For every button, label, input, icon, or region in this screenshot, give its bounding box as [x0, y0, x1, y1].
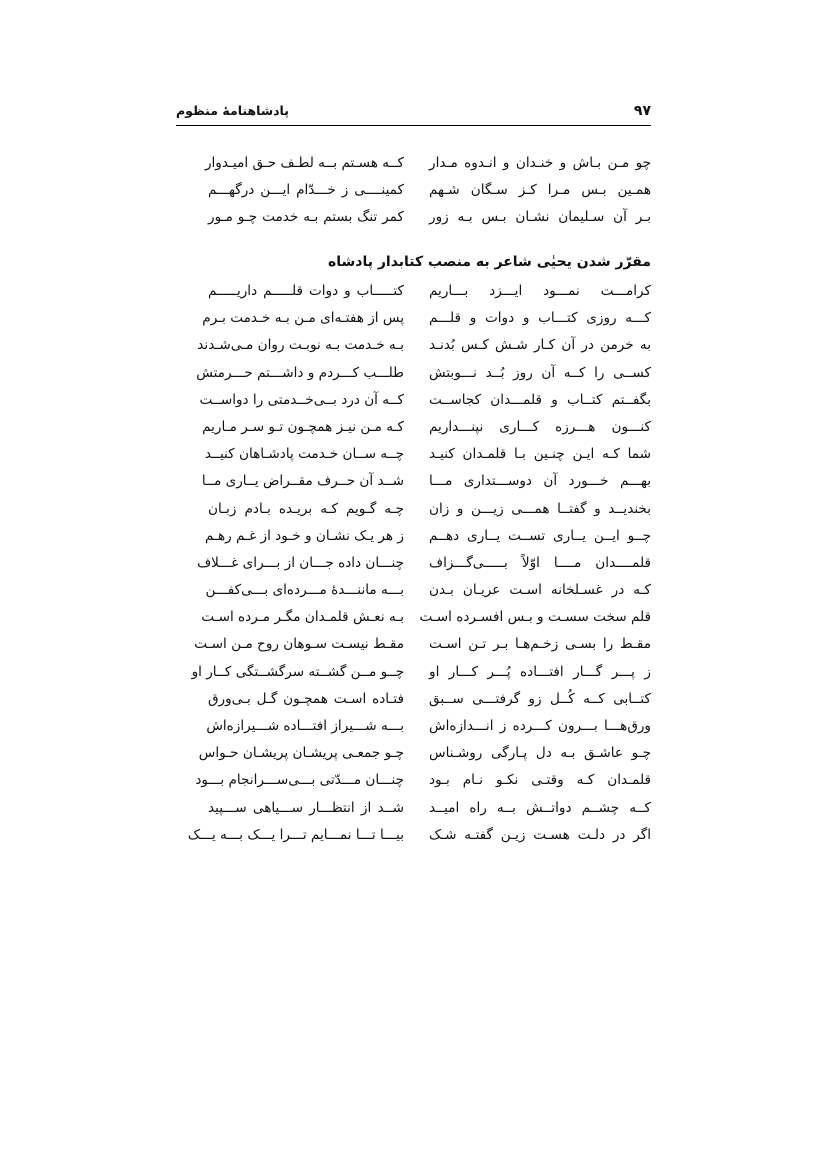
- first-hemistich: ز پـــر گـــار افتـــاده پُـــر کـــار او: [429, 663, 651, 680]
- couplet: [176, 278, 651, 305]
- second-hemistich: فتـاده اسـت همچـون گـل بـی‌ورق: [208, 690, 404, 707]
- second-hemistich: چنـــان مـــدّتی بـــی‌ســـرانجام بـــود: [195, 772, 404, 789]
- couplet: [176, 177, 651, 204]
- second-hemistich: بیـــا تـــا نمـــایم تـــرا یـــک بـــه یـــک: [187, 826, 404, 843]
- couplet: [176, 604, 651, 631]
- first-hemistich: قلم سخت سسـت و بـس افسـرده اسـت: [419, 609, 651, 626]
- page-header: [176, 100, 651, 122]
- first-hemistich: همـین بـس مـرا کـز سـگان شـهم: [429, 182, 651, 199]
- first-hemistich: بهـــم خـــورد آن دوســـتداری مـــا: [429, 473, 651, 490]
- couplet: [176, 659, 651, 686]
- second-hemistich: کــه هسـتم بــه لطـف حـق امیـدوار: [204, 155, 404, 171]
- second-hemistich: مقـط نیسـت سـوهان روح مـن اسـت: [194, 636, 404, 653]
- couplet: [176, 360, 651, 387]
- header-divider: [176, 125, 651, 126]
- second-hemistich: بـه خـدمت بـه نوبـت روان مـی‌شـدند: [197, 337, 404, 354]
- couplet: [176, 441, 651, 468]
- couplet: [176, 305, 651, 332]
- second-hemistich: شــد آن حــرف مقــراض یــاری مــا: [201, 473, 404, 490]
- first-hemistich: چو مـن بـاش و خنـدان و انـدوه مـدار: [429, 155, 651, 171]
- first-hemistich: شما کـه ایـن چنـین بـا قلمـدان کنیـد: [429, 446, 651, 463]
- first-hemistich: مقـط را بسـی زخـم‌هـا بـر تـن اسـت: [429, 636, 651, 653]
- first-hemistich: کتــابی کــه کُــل زو گرفتـــی ســبق: [429, 690, 651, 707]
- couplet: [176, 577, 651, 604]
- couplet: [176, 550, 651, 577]
- couplet: [176, 414, 651, 441]
- first-hemistich: کرامـــت نمـــود ایـــزد بـــاریم: [429, 283, 651, 299]
- couplet: [176, 150, 651, 177]
- first-hemistich: چــو ایــن یــاری تســت یــاری دهــم: [429, 527, 651, 544]
- couplet: [176, 332, 651, 359]
- second-hemistich: چـه گـویم کـه بریـده بـادم زبـان: [208, 500, 404, 517]
- couplet: [176, 795, 651, 822]
- first-hemistich: بـر آن سـلیمان نشـان بـس بـه زور: [429, 209, 651, 226]
- second-hemistich: کتـــــاب و دوات قلـــــم داریـــــم: [208, 283, 404, 299]
- second-hemistich: بـــه ماننـــدهٔ مـــرده‌ای بـــی‌کفـــن: [205, 582, 404, 599]
- poem-stanza-intro: [176, 150, 651, 232]
- couplet: [176, 767, 651, 794]
- couplet: [176, 387, 651, 414]
- first-hemistich: قلمــــدان مــــا اوّلاً بـــــی‌گـــزاف: [429, 554, 651, 571]
- second-hemistich: چــو مــن گشــته سرگشــتگی کــار او: [191, 663, 404, 680]
- second-hemistich: کمر تنگ بستم بـه خدمت چـو مـور: [208, 209, 404, 226]
- second-hemistich: بـه نعـش قلمـدان مگـر مـرده اسـت: [201, 609, 404, 626]
- couplet: [176, 740, 651, 767]
- second-hemistich: کــه آن درد بــی‌خــدمتی را دواســت: [199, 391, 404, 408]
- couplet: [176, 496, 651, 523]
- first-hemistich: ورق‌هـــا بـــرون کـــرده ز انـــدازه‌اش: [429, 718, 651, 734]
- couplet: [176, 822, 651, 849]
- first-hemistich: کســی را کــه آن روز بُــد نـــوبتش: [429, 364, 651, 381]
- first-hemistich: به خرمن در آن کـار شـش کـس بُدنـد: [429, 337, 651, 354]
- second-hemistich: کمینــــی ز خـــدّام ایـــن درگهـــم: [208, 182, 404, 199]
- couplet: [176, 686, 651, 713]
- section-heading: مقرّر شدن یحیٰی شاعر به منصب کتابدار پادشاه: [327, 254, 651, 270]
- first-hemistich: چـو عاشـق بـه دل پـارگی روشـناس: [429, 745, 651, 762]
- second-hemistich: چــه ســان خـدمت پادشـاهان کنیــد: [204, 446, 404, 463]
- first-hemistich: کنـــون هـــرزه کـــاری نپنـــداریم: [429, 418, 651, 435]
- second-hemistich: شــد از انتظـــار ســـیاهی ســـپید: [208, 799, 404, 816]
- first-hemistich: اگر در دلـت هسـت زیـن گفتـه شـک: [429, 826, 651, 843]
- first-hemistich: کـــه روزی کتـــاب و دوات و قلـــم: [429, 310, 651, 327]
- couplet: [176, 204, 651, 231]
- first-hemistich: بگفــتم کتــاب و قلمـــدان کجاســت: [429, 391, 651, 408]
- couplet: [176, 468, 651, 495]
- second-hemistich: طلـــب کـــردم و داشـــتم حـــرمتش: [196, 364, 404, 381]
- couplet: [176, 523, 651, 550]
- first-hemistich: کـه در غسـلخانه اسـت عریـان بـدن: [429, 582, 651, 599]
- first-hemistich: بخندیــد و گفتــا همـــی زیـــن و زان: [429, 500, 651, 517]
- page-number: ۹۷: [633, 103, 651, 119]
- second-hemistich: پس از هفتـه‌ای مـن بـه خـدمت بـرم: [202, 310, 404, 327]
- running-title: پادشاهنامهٔ منظوم: [176, 103, 289, 118]
- second-hemistich: چـو جمعـی پریشـان پریشـان حـواس: [198, 745, 404, 762]
- second-hemistich: بـــه شـــیراز افتـــاده شـــیرازه‌اش: [206, 718, 404, 734]
- couplet: [176, 631, 651, 658]
- second-hemistich: ز هر یـک نشـان و خـود از غـم رهـم: [204, 527, 404, 544]
- second-hemistich: کـه مـن نیـز همچـون تـو سـر مـاریم: [202, 418, 404, 435]
- poem-stanza-main: [176, 278, 651, 849]
- second-hemistich: چنـــان داده جـــان از بـــرای غـــلاف: [197, 554, 404, 571]
- couplet: [176, 713, 651, 740]
- first-hemistich: قلمـدان کـه وقتـی نکـو نـام بـود: [429, 772, 651, 789]
- first-hemistich: کــه چشــم دواتــش بــه راه امیــد: [429, 799, 651, 816]
